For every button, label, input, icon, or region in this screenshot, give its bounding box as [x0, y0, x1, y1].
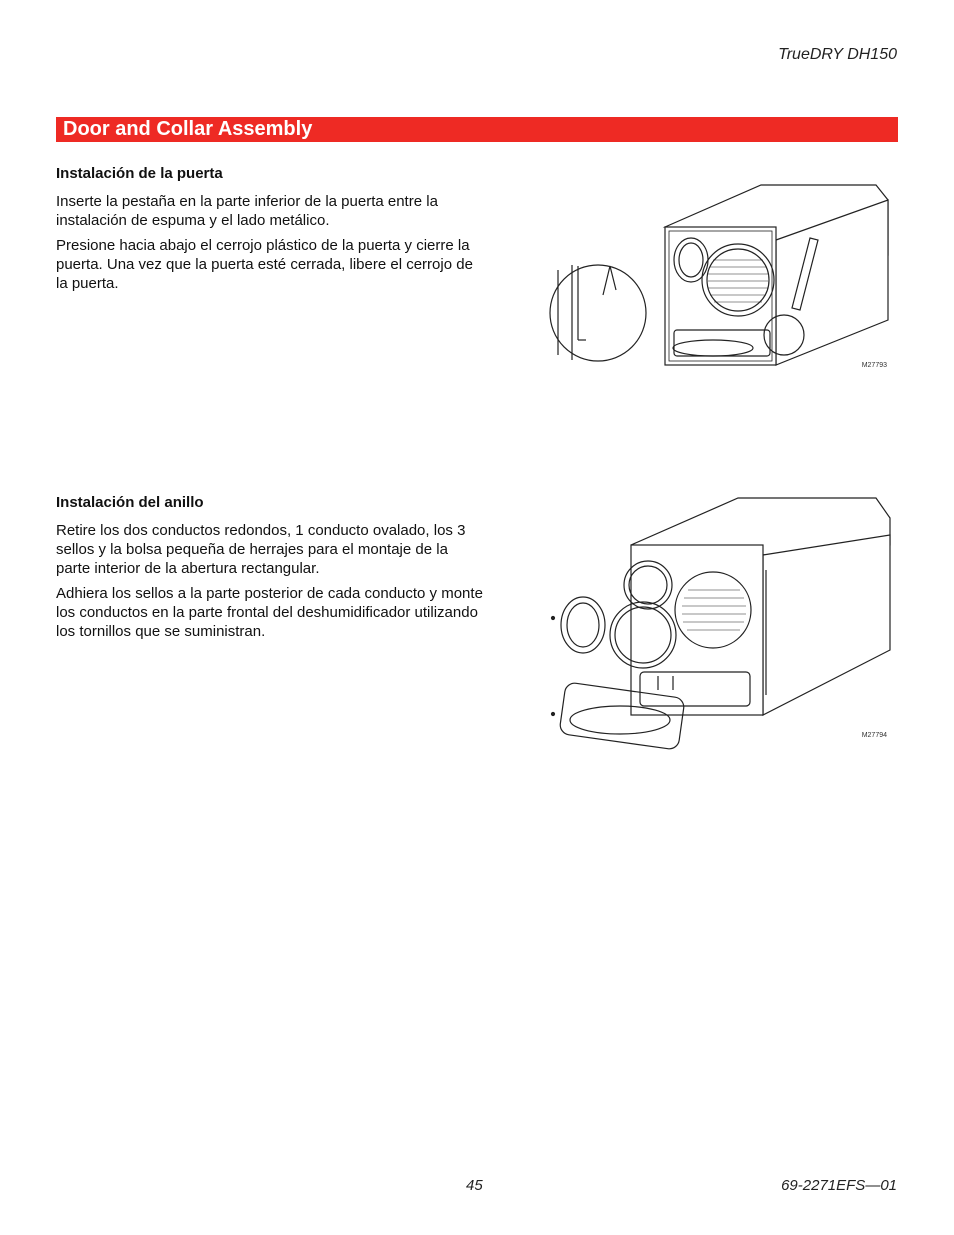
collar-figure-code: M27794 [861, 732, 887, 739]
header-product-name: TrueDRY DH150 [778, 46, 897, 63]
door-paragraph-2: Presione hacia abajo el cerrojo plástico de la puerta y cierre la puerta. Una vez que la puerta esté cerrada, libere el cerrojo de la puerta. [56, 237, 473, 292]
collar-paragraph-1: Retire los dos conductos redondos, 1 conducto ovalado, los 3 sellos y la bolsa pequeña de herrajes para el montaje de la parte interior de la abertura rectangular. [56, 522, 466, 577]
document-number: 69-2271EFS—01 [781, 1177, 897, 1194]
collar-assembly-illustration [548, 490, 893, 752]
collar-heading: Instalación del anillo [56, 494, 204, 511]
collar-instructions [56, 494, 484, 647]
door-figure [548, 170, 893, 382]
collar-paragraph-2: Adhiera los sellos a la parte posterior de cada conducto y monte los conductos en la parte frontal del deshumidificador utilizando los tornillos que se suministran. [56, 585, 483, 640]
page-number: 45 [466, 1177, 483, 1194]
section-title: Door and Collar Assembly [56, 117, 898, 142]
dehumidifier-door-illustration [548, 170, 893, 382]
door-heading: Instalación de la puerta [56, 165, 223, 182]
door-figure-code: M27793 [861, 362, 887, 369]
collar-figure [548, 490, 893, 752]
door-paragraph-1: Inserte la pestaña en la parte inferior de la puerta entre la instalación de espuma y el lado metálico. [56, 193, 438, 229]
door-instructions [56, 165, 484, 299]
